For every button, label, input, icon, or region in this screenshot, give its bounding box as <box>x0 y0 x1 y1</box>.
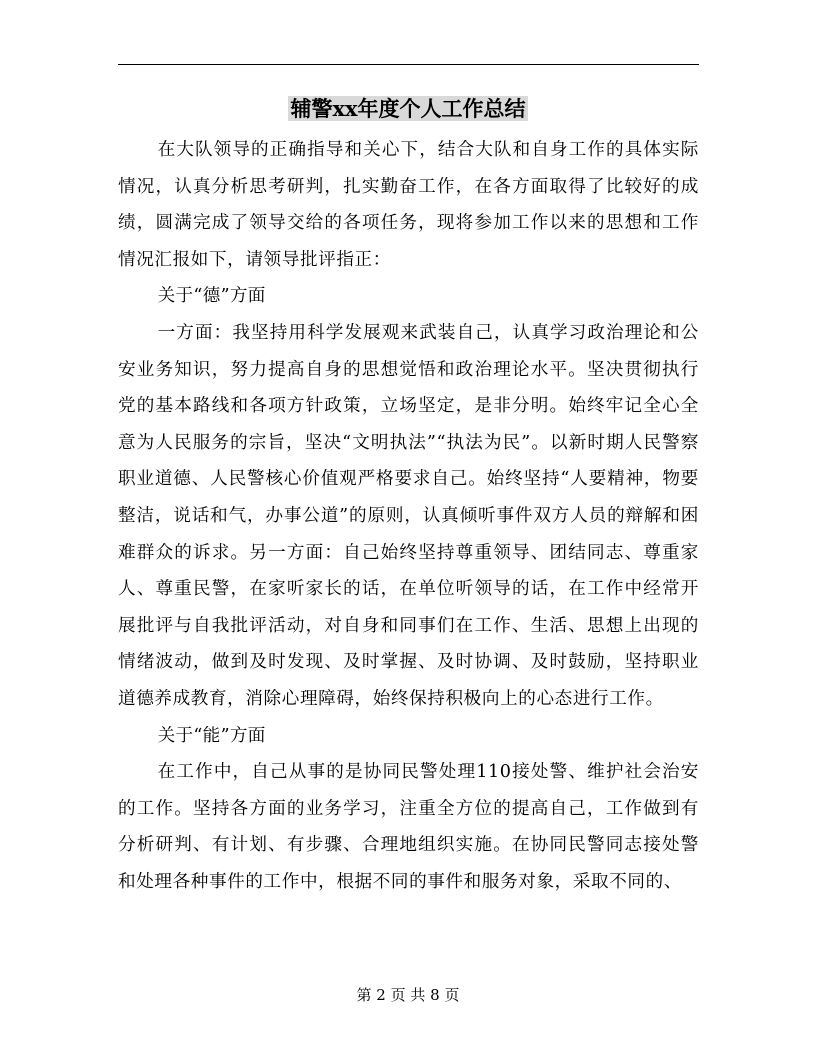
document-title-text: 辅警xx年度个人工作总结 <box>290 96 526 121</box>
header-rule <box>118 64 699 65</box>
paragraph-de: 一方面：我坚持用科学发展观来武装自己，认真学习政治理论和公安业务知识，努力提高自身的思想觉悟和政治理论水平。坚决贯彻执行党的基本路线和各项方针政策，立场坚定，是非分明。始终牢记全心全意为人民服务的宗旨，坚决“文明执法”“执法为民”。以新时期人民警察职业道德、人民警核心价值观严格要求自己。始终坚持“人要精神，物要整洁，说话和气，办事公道”的原则，认真倾听事件双方人员的辩解和困难群众的诉求。另一方面：自己始终坚持尊重领导、团结同志、尊重家人、尊重民警，在家听家长的话，在单位听领导的话，在工作中经常开展批评与自我批评活动，对自身和同事们在工作、生活、思想上出现的情绪波动，做到及时发现、及时掌握、及时协调、及时鼓励，坚持职业道德养成教育，消除心理障碍，始终保持积极向上的心态进行工作。 <box>118 322 699 709</box>
page-number-footer: 第 2 页 共 8 页 <box>356 986 460 1004</box>
paragraph-neng: 在工作中，自己从事的是协同民警处理110接处警、维护社会治安的工作。坚持各方面的业务学习，注重全方位的提高自己，工作做到有分析研判、有计划、有步骤、合理地组织实施。在协同民警同志接处警和处理各种事件的工作中，根据不同的事件和服务对象，采取不同的、 <box>118 762 699 892</box>
document-title <box>0 94 816 124</box>
intro-paragraph: 在大队领导的正确指导和关心下，结合大队和自身工作的具体实际情况，认真分析思考研判，扎实勤奋工作，在各方面取得了比较好的成绩，圆满完成了领导交给的各项任务，现将参加工作以来的思想和工作情况汇报如下，请领导批评指正： <box>118 140 699 270</box>
document-body <box>118 132 699 900</box>
section-heading-de: 关于“德”方面 <box>157 286 266 307</box>
section-heading-neng: 关于“能”方面 <box>157 725 266 746</box>
